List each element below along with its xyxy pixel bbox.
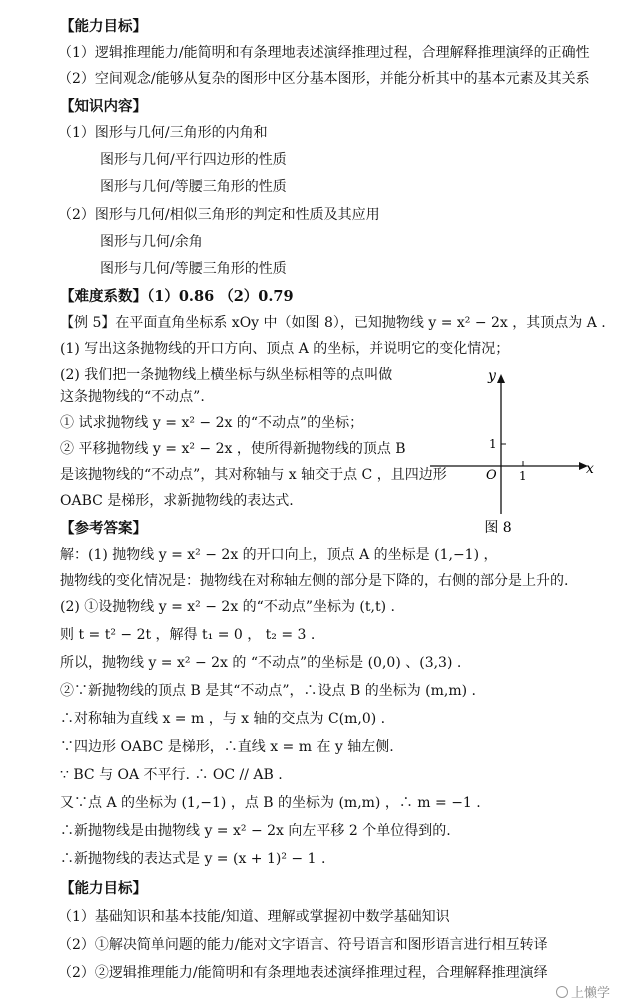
y-axis-arrow	[497, 374, 505, 383]
text-line: 图形与几何/平行四边形的性质	[100, 152, 287, 168]
figure-8-coordinate-axes	[426, 366, 598, 538]
text-line: （2）①解决简单问题的能力/能对文字语言、符号语言和图形语言进行相互转译	[58, 937, 548, 953]
text-line: 这条抛物线的“不动点”.	[60, 389, 205, 405]
text-line: 【知识内容】	[60, 98, 147, 115]
text-line: 所以，抛物线 y = x² − 2x 的 “不动点”的坐标是 (0,0) 、(3,3) .	[60, 655, 462, 671]
watermark	[556, 982, 610, 1001]
text-line: （2）②逻辑推理能力/能简明和有条理地表述演绎推理过程，合理解释推理演绎	[58, 965, 548, 981]
origin-label: O	[486, 468, 497, 483]
text-line: 解：(1) 抛物线 y = x² − 2x 的开口向上，顶点 A 的坐标是 (1,−1) ，	[60, 547, 498, 563]
text-line: ② 平移抛物线 y = x² − 2x ，使所得新抛物线的顶点 B	[60, 441, 406, 457]
text-line: 抛物线的变化情况是：抛物线在对称轴左侧的部分是下降的，右侧的部分是上升的.	[60, 573, 569, 589]
text-line: ∴新抛物线是由抛物线 y = x² − 2x 向左平移 2 个单位得到的.	[60, 823, 451, 839]
text-line: ∵ BC 与 OA 不平行. ∴ OC // AB .	[60, 767, 283, 783]
text-line: （1）图形与几何/三角形的内角和	[58, 125, 268, 141]
x-tick-label: 1	[519, 469, 527, 483]
text-line: 是该抛物线的“不动点”，其对称轴与 x 轴交于点 C ，且四边形	[60, 467, 447, 483]
text-line: (1) 写出这条抛物线的开口方向、顶点 A 的坐标，并说明它的变化情况；	[60, 341, 510, 357]
y-axis-label: y	[488, 368, 496, 384]
text-line: 图形与几何/等腰三角形的性质	[100, 179, 287, 195]
watermark-text: 上懒学	[571, 986, 611, 1001]
figure-caption: 图 8	[484, 520, 512, 536]
text-line: OABC 是梯形，求新抛物线的表达式.	[60, 493, 294, 509]
text-line: ②∵新抛物线的顶点 B 是其“不动点”，∴设点 B 的坐标为 (m,m) .	[60, 683, 476, 699]
text-line: 图形与几何/余角	[100, 234, 203, 250]
text-line: 又∵点 A 的坐标为 (1,−1) ，点 B 的坐标为 (m,m) ，∴ m = −1 .	[60, 795, 481, 811]
text-line: 【参考答案】	[60, 520, 147, 537]
text-line: 【难度系数】（1）0.86 （2）0.79	[60, 288, 294, 305]
text-line: （1）逻辑推理能力/能简明和有条理地表述演绎推理过程，合理解释推理演绎的正确性	[58, 45, 590, 61]
text-line: 【能力目标】	[60, 880, 147, 897]
text-line: ∴新抛物线的表达式是 y = (x + 1)² − 1 .	[60, 851, 326, 867]
text-line: 【能力目标】	[60, 18, 147, 35]
text-line: （1）基础知识和基本技能/知道、理解或掌握初中数学基础知识	[58, 909, 450, 925]
text-line: ① 试求抛物线 y = x² − 2x 的“不动点”的坐标；	[60, 415, 364, 431]
watermark-logo-icon	[556, 986, 568, 998]
text-line: 则 t = t² − 2t ，解得 t₁ = 0 ， t₂ = 3 .	[60, 627, 316, 643]
text-line: （2）图形与几何/相似三角形的判定和性质及其应用	[58, 207, 380, 223]
text-line: ∴对称轴为直线 x = m ，与 x 轴的交点为 C(m,0) .	[60, 711, 386, 727]
text-line: (2) 我们把一条抛物线上横坐标与纵坐标相等的点叫做	[60, 367, 393, 383]
x-axis-label: x	[586, 461, 594, 477]
text-line: 图形与几何/等腰三角形的性质	[100, 261, 287, 277]
text-line: （2）空间观念/能够从复杂的图形中区分基本图形，并能分析其中的基本元素及其关系	[58, 71, 590, 87]
y-tick-label: 1	[489, 437, 497, 451]
text-line: ∵四边形 OABC 是梯形，∴直线 x = m 在 y 轴左侧.	[60, 739, 394, 755]
text-line: (2) ①设抛物线 y = x² − 2x 的“不动点”坐标为 (t,t) .	[60, 599, 395, 615]
text-line: 【例 5】在平面直角坐标系 xOy 中（如图 8），已知抛物线 y = x² − 2x ，其顶点为 A .	[60, 315, 606, 331]
